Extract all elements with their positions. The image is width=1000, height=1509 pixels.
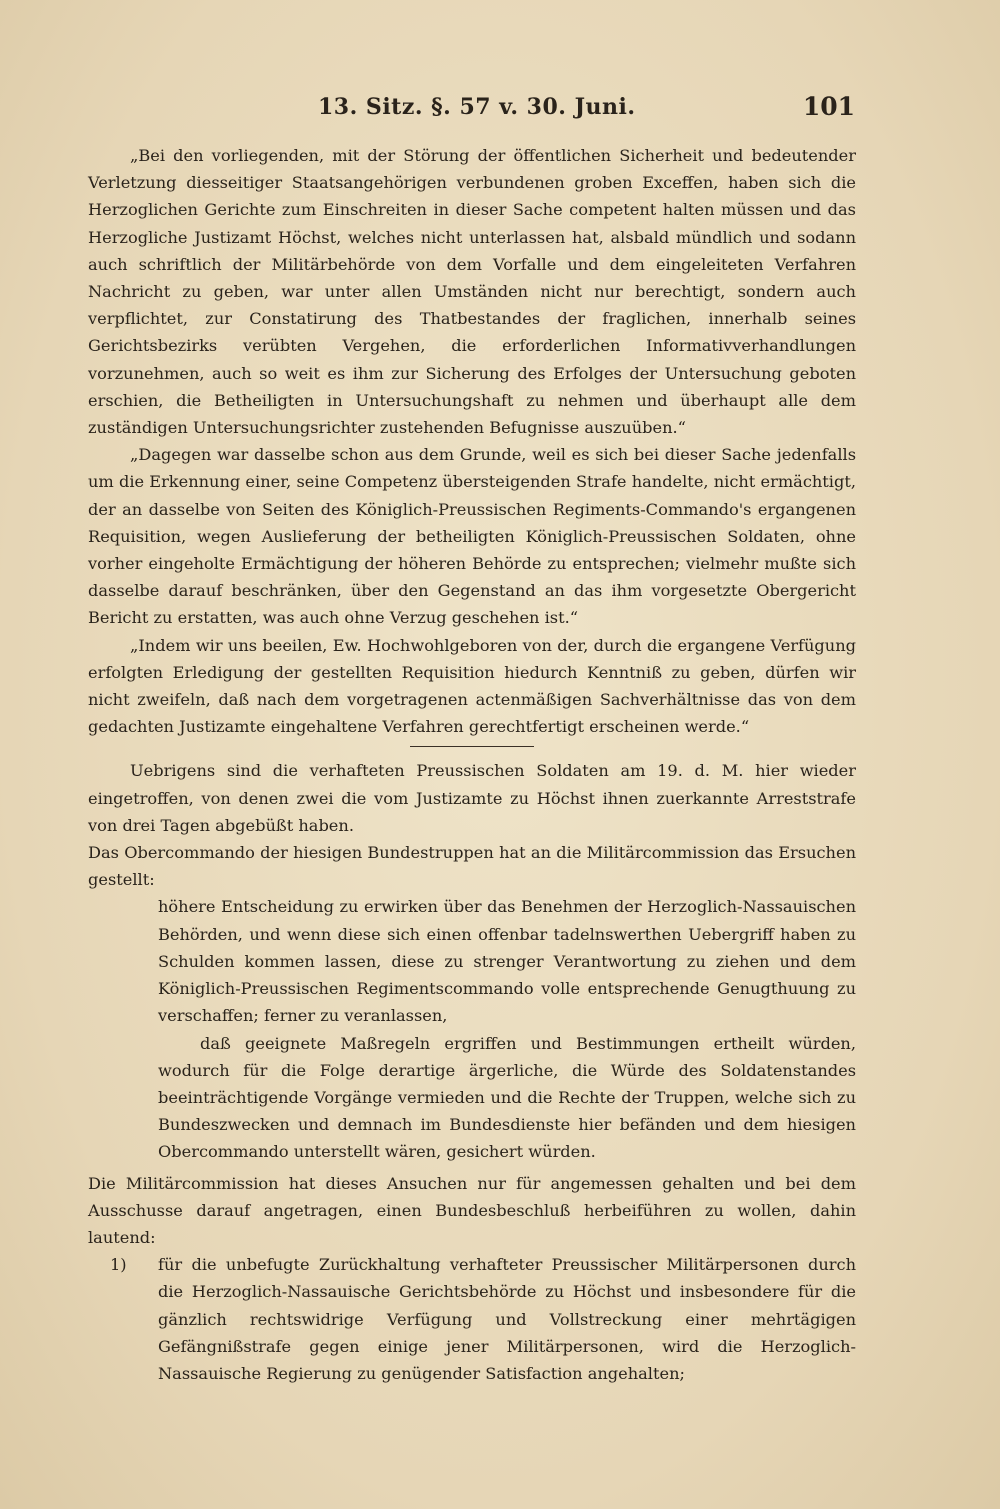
request-point-1: höhere Entscheidung zu erwirken über das Benehmen der Herzoglich-Nassauischen Behörden, und wenn diese sich einen offenbar tadelnswerthen Uebergriff haben zu Schulden kommen lassen, diese zu strenger Verantwortung zu ziehen und dem Königlich-Preussischen Regimentscommando volle entsprechende Genugthuung zu verschaffen; ferner zu veranlassen, xyxy=(158,897,856,1026)
paragraph-militaercommission: Die Militärcommission hat dieses Ansuchen nur für angemessen gehalten und bei dem Ausschusse darauf angetragen, einen Bundesbeschluß herbeiführen zu wollen, dahin lautend: xyxy=(88,1173,856,1247)
running-head: 13. Sitz. §. 57 v. 30. Juni. xyxy=(318,94,636,120)
item-text: für die unbefugte Zurückhaltung verhafteter Preussischer Militärpersonen durch die Herzoglich-Nassauische Gerichtsbehörde zu Höchst und insbesondere für die gänzlich rechtswidrige Verfügung und Vollstreckung einer mehrtägigen Gefängnißstrafe gegen einige jener Militärpersonen, wird die Herzoglich-Nassauische Regierung zu genügender Satisfaction angehalten; xyxy=(158,1255,856,1383)
page-number: 101 xyxy=(802,92,855,121)
body-text xyxy=(88,142,856,1387)
paragraph-obercommando-request: Das Obercommando der hiesigen Bundestruppen hat an die Militärcommission das Ersuchen gestellt: xyxy=(88,843,856,890)
quote-paragraph-2: „Dagegen war dasselbe schon aus dem Grunde, weil es sich bei dieser Sache jedenfalls um die Erkennung einer, seine Competenz übersteigenden Strafe handelte, nicht ermächtigt, der an dasselbe von Seiten des Königlich-Preussischen Regiments-Commando's ergangenen Requisition, wegen Auslieferung der betheiligten Königlich-Preussischen Soldaten, ohne vorher eingeholte Ermächtigung der höheren Behörde zu entsprechen; vielmehr mußte sich dasselbe darauf beschränken, über den Gegenstand an das ihm vorgesetzte Obergericht Bericht zu erstatten, was auch ohne Verzug geschehen ist.“ xyxy=(88,445,856,628)
request-point-2: daß geeignete Maßregeln ergriffen und Bestimmungen ertheilt würden, wodurch für die Folge derartige ärgerliche, die Würde des Soldatenstandes beeinträchtigende Vorgänge vermieden und die Rechte der Truppen, welche sich zu Bundeszwecken und demnach im Bundesdienste hier befänden und dem hiesigen Obercommando unterstellt wären, gesichert würden. xyxy=(158,1033,856,1162)
item-number: 1) xyxy=(110,1255,127,1275)
enumerated-item-1 xyxy=(110,1251,856,1387)
page-header xyxy=(0,90,1000,130)
section-divider xyxy=(410,746,534,747)
quote-paragraph-1: „Bei den vorliegenden, mit der Störung der öffentlichen Sicherheit und bedeutender Verletzung diesseitiger Staatsangehörigen verbundenen groben Exceffen, haben sich die Herzoglichen Gerichte zum Einschreiten in dieser Sache competent halten müssen und das Herzogliche Justizamt Höchst, welches nicht unterlassen hat, alsbald mündlich und sodann auch schriftlich der Militärbehörde von dem Vorfalle und dem eingeleiteten Verfahren Nachricht zu geben, war unter allen Umständen nicht nur berechtigt, sondern auch verpflichtet, zur Constatirung des Thatbestandes der fraglichen, innerhalb seines Gerichtsbezirks verübten Vergehen, die erforderlichen Informativverhandlungen vorzunehmen, auch so weit es ihm zur Sicherung des Erfolges der Untersuchung geboten erschien, die Betheiligten in Untersuchungshaft zu nehmen und überhaupt alle dem zuständigen Untersuchungsrichter zustehenden Befugnisse auszuüben.“ xyxy=(88,146,856,438)
quote-paragraph-3: „Indem wir uns beeilen, Ew. Hochwohlgeboren von der, durch die ergangene Verfügung erfolgten Erledigung der gestellten Requisition hiedurch Kenntniß zu geben, dürfen wir nicht zweifeln, daß nach dem vorgetragenen actenmäßigen Sachverhältnisse das von dem gedachten Justizamte eingehaltene Verfahren gerechtfertigt erscheinen werde.“ xyxy=(88,635,856,737)
paragraph-soldiers-returned: Uebrigens sind die verhafteten Preussischen Soldaten am 19. d. M. hier wieder eingetroffen, von denen zwei die vom Justizamte zu Höchst ihnen zuerkannte Arreststrafe von drei Tagen abgebüßt haben. xyxy=(88,761,856,835)
